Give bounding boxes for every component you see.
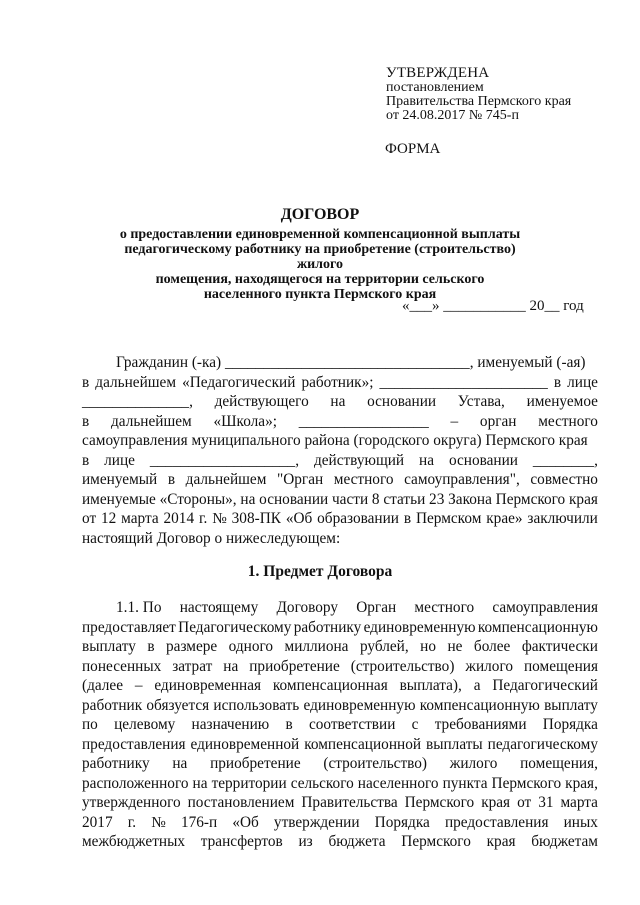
- text-line: [82, 696, 598, 716]
- word: понесенных: [82, 657, 162, 675]
- approval-stamp: [386, 66, 626, 123]
- word: от: [82, 510, 97, 527]
- word: настоящий Договор о нижеследующем:: [82, 529, 341, 547]
- word: 8: [371, 490, 380, 508]
- text-line: [82, 657, 598, 677]
- word: помещения: [524, 657, 598, 675]
- text-line: [82, 431, 598, 451]
- subject-paragraph: [82, 598, 598, 852]
- word: утверждении: [273, 813, 360, 831]
- word: дальнейшем: [110, 412, 192, 430]
- text-line: [82, 451, 598, 471]
- text-line: [82, 470, 598, 490]
- word: назначению: [191, 716, 270, 733]
- word: местного: [333, 471, 394, 488]
- word: соответствии: [308, 716, 396, 733]
- word: лице: [567, 373, 598, 391]
- word: на: [330, 393, 346, 410]
- word: жилого: [449, 755, 498, 772]
- word: бюджетам: [531, 833, 598, 850]
- word: работник»;: [301, 373, 374, 391]
- word: предоставляет: [82, 618, 176, 636]
- word: межбюджетных: [82, 833, 186, 850]
- word: местного: [414, 599, 475, 616]
- word: действующий: [313, 451, 405, 469]
- word: статьи: [383, 490, 426, 508]
- text-line: [82, 412, 598, 432]
- word: №: [151, 813, 166, 831]
- word: именуемое: [526, 393, 598, 410]
- word: в: [553, 373, 562, 391]
- word: пункта: [442, 774, 488, 792]
- word: края: [569, 490, 598, 508]
- text-line: [82, 774, 598, 794]
- word: части: [331, 490, 369, 508]
- word: затрат: [172, 657, 213, 675]
- word: размере: [166, 638, 218, 655]
- text-line: [82, 637, 598, 657]
- word: выплату: [82, 638, 136, 655]
- word: на: [223, 657, 239, 675]
- word: рублей,: [359, 638, 409, 655]
- approval-heading: УТВЕРЖДЕНА: [386, 65, 490, 81]
- word: миллиона: [284, 638, 349, 655]
- text-line: [82, 373, 598, 393]
- word: основании: [448, 451, 518, 469]
- section-1-title: 1. Предмет Договора: [247, 563, 393, 580]
- word: фактически: [521, 638, 598, 655]
- word: 2014: [163, 510, 195, 527]
- word: 23: [429, 490, 445, 508]
- word: иных: [563, 813, 598, 831]
- word: крае»: [486, 510, 523, 527]
- word: _________________: [298, 412, 429, 430]
- word: основании: [259, 490, 329, 508]
- word: обязуется: [146, 696, 210, 714]
- text-line: [82, 598, 598, 618]
- word: по: [82, 716, 98, 733]
- word: приобретение: [249, 657, 340, 675]
- word: на: [240, 490, 256, 508]
- word: 12: [101, 510, 117, 527]
- parties-paragraph: [82, 353, 598, 548]
- word: Педагогический: [492, 677, 598, 694]
- word: более: [473, 638, 511, 655]
- word: (строительство): [323, 755, 428, 772]
- word: –: [134, 677, 143, 694]
- subtitle-line: педагогическому работнику на приобретение (строительство) жилого: [124, 242, 516, 272]
- word: на: [192, 774, 208, 792]
- word: самоуправления: [492, 599, 598, 616]
- word: Орган: [356, 599, 397, 616]
- word: постановлением: [187, 794, 295, 811]
- text-line: [82, 832, 598, 852]
- word: совместно: [530, 471, 598, 488]
- word: одного: [228, 638, 274, 655]
- word: жилого: [465, 657, 514, 675]
- word: 31: [538, 794, 554, 811]
- word: края,: [565, 774, 598, 792]
- approval-line-2: Правительства Пермского края: [386, 94, 572, 109]
- word: №: [212, 510, 227, 527]
- word: ______________,: [82, 393, 193, 410]
- word: именуемые: [82, 490, 156, 508]
- word: Договору: [276, 599, 338, 616]
- word: выплату: [544, 696, 598, 714]
- word: в: [167, 471, 176, 488]
- word: компенсационную: [419, 696, 540, 714]
- word: марта: [560, 794, 598, 811]
- document-subtitle: [100, 227, 540, 302]
- word: в: [403, 510, 412, 527]
- word: (далее: [82, 677, 124, 694]
- contract-date-line: «___» ___________ 20__ год: [402, 298, 584, 314]
- word: Устава,: [457, 393, 505, 410]
- word: бюджета: [328, 833, 386, 850]
- word: предоставления: [82, 735, 186, 753]
- word: Пермского: [491, 774, 562, 792]
- text-line: [82, 676, 598, 696]
- word: работнику: [82, 755, 150, 772]
- word: 2017: [82, 813, 113, 831]
- word: образовании: [317, 510, 399, 527]
- word: утвержденного: [82, 794, 181, 811]
- word: выплата),: [399, 677, 462, 694]
- word: г.: [198, 510, 208, 527]
- word: настоящему: [179, 599, 259, 616]
- word: на: [172, 755, 188, 772]
- word: Порядка: [542, 716, 598, 733]
- approval-line-3: от 24.08.2017 № 745-п: [386, 108, 519, 123]
- word: трансфертов: [200, 833, 283, 850]
- word: территории: [211, 774, 287, 792]
- word: (строительство): [350, 657, 455, 675]
- word: требованиями: [434, 716, 527, 733]
- word: ________,: [532, 451, 598, 469]
- form-label: ФОРМА: [385, 141, 441, 157]
- word: г.: [127, 813, 137, 831]
- word: компенсационная: [272, 677, 388, 694]
- word: 308-ПК: [231, 510, 281, 527]
- text-line: [82, 509, 598, 529]
- word: "Орган: [276, 471, 324, 488]
- text-line: [82, 618, 598, 638]
- word: компенсационную: [477, 618, 598, 636]
- word: предоставления: [444, 813, 549, 831]
- word: именуемый: [82, 471, 158, 488]
- word: Пермского: [495, 490, 566, 508]
- word: «Школа»;: [213, 412, 277, 430]
- text-line: [82, 793, 598, 813]
- word: Гражданин (-ка) ________________________________, именуемый (-ая): [116, 354, 586, 371]
- word: Педагогическому: [178, 618, 292, 636]
- word: дальнейшем: [185, 471, 267, 488]
- word: единовременную: [303, 696, 416, 714]
- text-line: [82, 392, 598, 412]
- word: использовать: [213, 696, 300, 714]
- word: «Педагогический: [182, 373, 296, 391]
- word: на: [419, 451, 435, 469]
- word: в: [82, 373, 90, 391]
- word: но: [420, 638, 436, 655]
- word: Правительства: [301, 794, 398, 811]
- word: населенного: [357, 774, 439, 792]
- word: в: [82, 451, 90, 469]
- word: с: [411, 716, 419, 733]
- word: выплаты: [426, 735, 483, 753]
- word: края: [486, 833, 516, 850]
- approval-line-1: постановлением: [386, 80, 484, 95]
- text-line: [82, 529, 598, 549]
- word: единовременную: [363, 618, 476, 636]
- word: компенсационной: [304, 735, 422, 753]
- text-line: [82, 715, 598, 735]
- subtitle-line: помещения, находящегося на территории сельского: [155, 272, 485, 287]
- word: приобретение: [210, 755, 301, 772]
- word: «Об: [232, 813, 259, 831]
- word: единовременной: [190, 735, 300, 753]
- subtitle-line: населенного пункта Пермского края: [203, 287, 437, 302]
- word: целевому: [114, 716, 176, 733]
- word: орган: [479, 412, 517, 430]
- word: в: [147, 638, 155, 655]
- text-line: [82, 490, 598, 510]
- word: –: [450, 412, 459, 430]
- word: из: [298, 833, 313, 850]
- word: работник: [82, 696, 143, 714]
- word: единовременная: [154, 677, 262, 694]
- word: 1.1. По: [116, 599, 162, 616]
- word: Пермском: [415, 510, 482, 527]
- word: Порядка: [374, 813, 430, 831]
- word: основании: [367, 393, 437, 410]
- word: 176-п: [180, 813, 218, 831]
- text-line: [82, 754, 598, 774]
- word: Пермского: [404, 794, 475, 811]
- word: заключили: [527, 510, 598, 527]
- word: ___________________,: [149, 451, 300, 469]
- word: а: [473, 677, 481, 694]
- word: «Об: [285, 510, 313, 527]
- word: края: [481, 794, 511, 811]
- text-line: [82, 735, 598, 755]
- word: Пермского: [401, 833, 471, 850]
- word: самоуправления",: [404, 471, 520, 488]
- word: самоуправления муниципального района (городского округа) Пермского края: [82, 432, 588, 449]
- word: педагогическому: [487, 735, 598, 753]
- word: действующего: [214, 393, 309, 410]
- word: не: [447, 638, 463, 655]
- word: местного: [538, 412, 598, 430]
- word: «Стороны»,: [159, 490, 237, 508]
- word: дальнейшем: [95, 373, 177, 391]
- word: лице: [104, 451, 135, 469]
- word: сельского: [290, 774, 354, 792]
- word: ______________________: [379, 373, 548, 391]
- word: расположенного: [82, 774, 189, 792]
- text-line: [82, 353, 598, 373]
- word: помещения,: [520, 755, 598, 772]
- word: от: [517, 794, 532, 811]
- word: марта: [121, 510, 159, 527]
- text-line: [82, 813, 598, 833]
- document-title: ДОГОВОР: [280, 206, 360, 223]
- word: в: [285, 716, 293, 733]
- subtitle-line: о предоставлении единовременной компенсационной выплаты: [119, 227, 521, 242]
- word: в: [82, 412, 90, 430]
- word: работнику: [293, 618, 362, 636]
- word: Закона: [448, 490, 492, 508]
